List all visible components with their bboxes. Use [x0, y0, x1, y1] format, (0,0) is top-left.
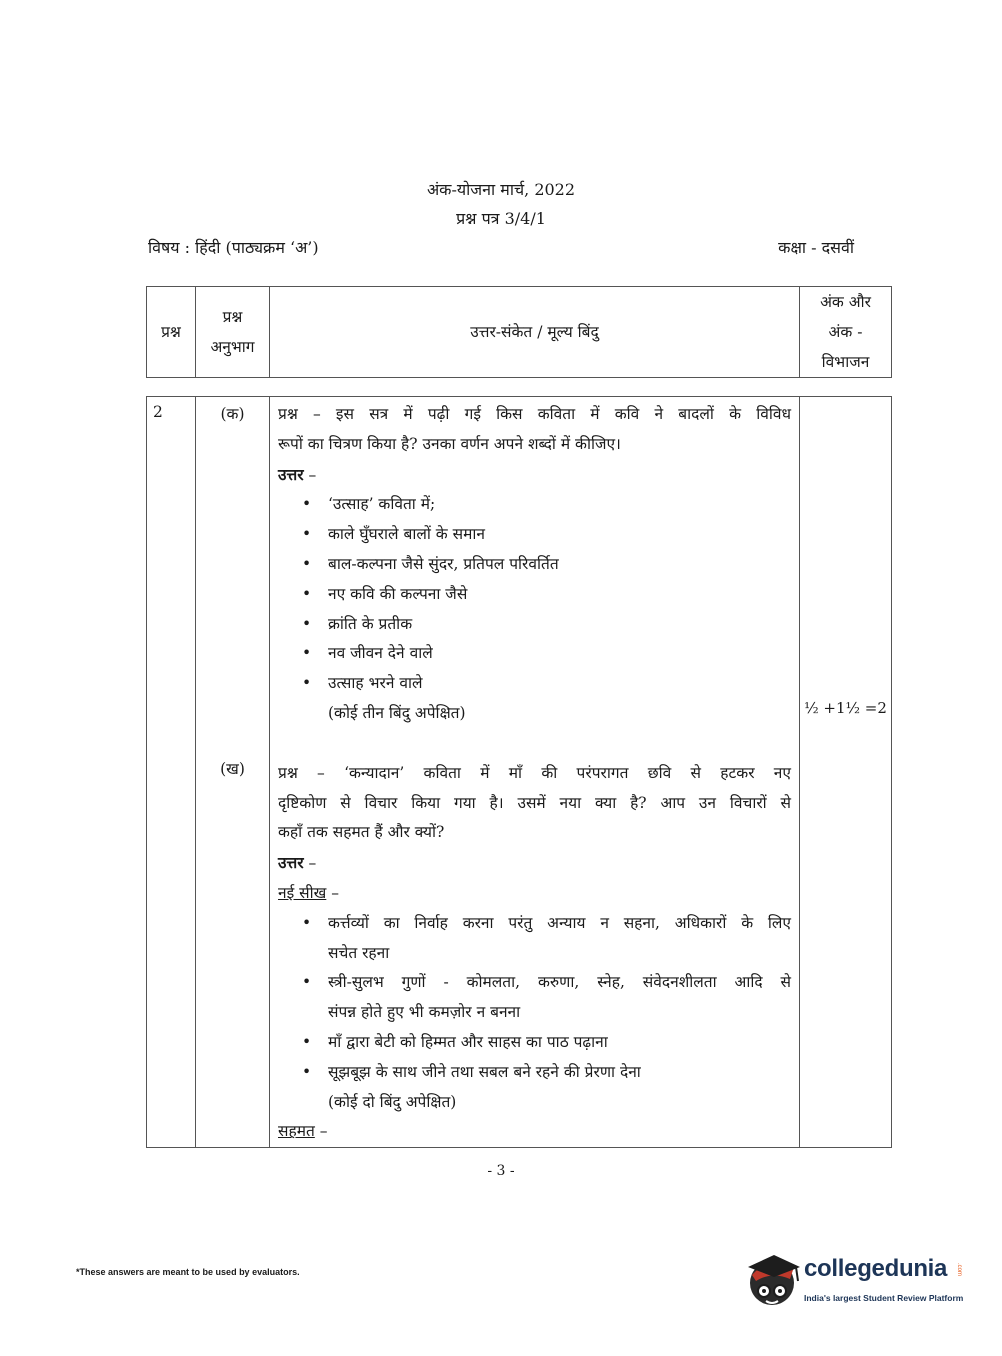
list-item: • बाल-कल्पना जैसे सुंदर, प्रतिपल परिवर्तित — [278, 550, 791, 580]
collegedunia-logo — [744, 1245, 974, 1315]
list-item: • क्रांति के प्रतीक — [278, 610, 791, 640]
part-b-agree-heading: सहमत – — [278, 1122, 328, 1141]
document-title: अंक-योजना मार्च, 2022 — [426, 180, 576, 199]
list-item: • माँ द्वारा बेटी को हिम्मत और साहस का पाठ पढ़ाना — [278, 1028, 791, 1058]
header-part: प्रश्न अनुभाग — [196, 287, 270, 378]
footer-note: *These answers are meant to be used by evaluators. — [76, 1267, 300, 1277]
header-question: प्रश्न — [147, 287, 196, 378]
part-a-answer-heading: उत्तर – — [278, 464, 317, 484]
part-a-label: (क) — [220, 405, 245, 423]
part-b-note: (कोई दो बिंदु अपेक्षित) — [328, 1092, 457, 1111]
part-a-question-line: रूपों का चित्रण किया है? उनका वर्णन अपने शब्दों में कीजिए। — [278, 434, 621, 453]
list-item: • नव जीवन देने वाले — [278, 639, 791, 669]
logo-suffix: .com — [956, 1263, 962, 1277]
part-a-note: (कोई तीन बिंदु अपेक्षित) — [328, 703, 466, 722]
part-b-question-line: प्रश्न – ‘कन्यादान’ कविता में माँ की परंपरागत छवि से हटकर नए — [278, 763, 791, 782]
part-b-subheading: नई सीख – — [278, 883, 339, 902]
marks-column — [800, 397, 892, 1148]
question-number: 2 — [147, 397, 196, 1148]
header-answer: उत्तर-संकेत / मूल्य बिंदु — [270, 287, 800, 378]
list-item: • काले घुँघराले बालों के समान — [278, 520, 791, 550]
logo-name: collegedunia — [804, 1255, 948, 1282]
part-column — [196, 397, 270, 1148]
subject-label: विषय : हिंदी (पाठ्यक्रम ‘अ’) — [148, 238, 319, 257]
mascot-icon — [744, 1245, 804, 1315]
part-a-question-line: प्रश्न – इस सत्र में पढ़ी गई किस कविता में कवि ने बादलों के विविध — [278, 405, 791, 423]
list-item: • उत्साह भरने वाले — [278, 669, 791, 699]
list-item: • कर्त्तव्यों का निर्वाह करना परंतु अन्याय न सहना, अधिकारों के लिए सचेत रहना — [278, 909, 791, 969]
answer-table — [146, 396, 892, 1148]
header-table — [146, 286, 892, 378]
part-b-question-line: कहाँ तक सहमत हैं और क्यों? — [278, 823, 445, 842]
list-item: • ‘उत्साह’ कविता में; — [278, 490, 791, 520]
part-a-marks: ½ +1½ =2 — [804, 699, 887, 717]
part-b-answer-heading: उत्तर – — [278, 853, 317, 873]
list-item: • सूझबूझ के साथ जीने तथा सबल बने रहने की प्रेरणा देना — [278, 1058, 791, 1088]
table-row — [147, 397, 892, 1148]
list-item: • स्त्री-सुलभ गुणों - कोमलता, करुणा, स्नेह, संवेदनशीलता आदि से संपन्न होते हुए भी कमज़ोर न बनना — [278, 968, 791, 1028]
part-a-bullets — [278, 490, 791, 699]
header-marks: अंक और अंक - विभाजन — [800, 287, 892, 378]
part-b-bullets — [278, 909, 791, 1088]
part-b-question-line: दृष्टिकोण से विचार किया गया है। उसमें नया क्या है? आप उन विचारों से — [278, 793, 791, 812]
list-item: • नए कवि की कल्पना जैसे — [278, 580, 791, 610]
logo-tagline: India's largest Student Review Platform — [804, 1293, 964, 1303]
answer-column — [270, 397, 800, 1148]
page-number: - 3 - — [487, 1163, 515, 1179]
part-b-label: (ख) — [220, 760, 245, 778]
paper-code: प्रश्न पत्र 3/4/1 — [456, 209, 546, 228]
class-label: कक्षा - दसवीं — [778, 238, 854, 257]
